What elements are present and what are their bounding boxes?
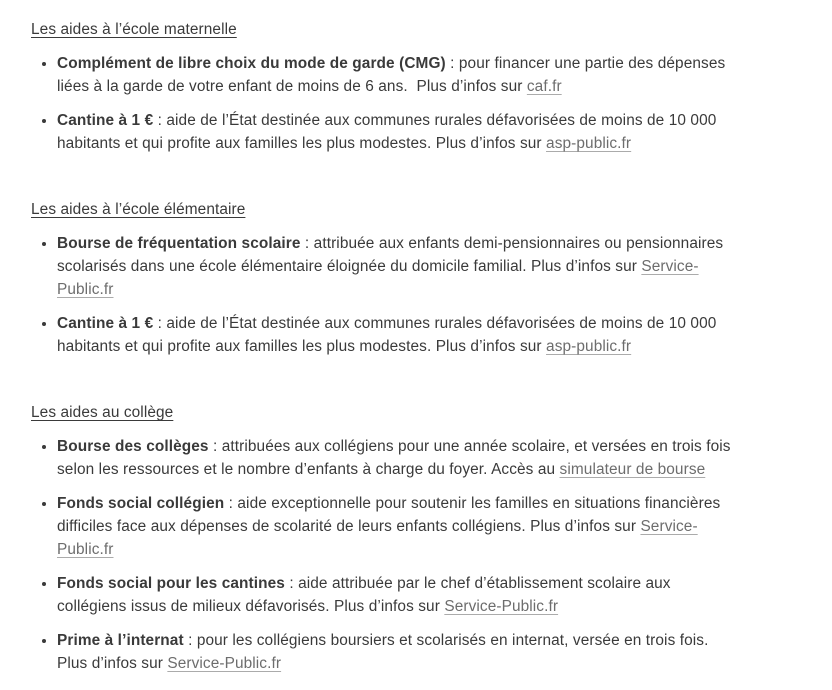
aid-description: : aide de l’État destinée aux communes rurales défavorisées de moins de 10 000 habitants et qui profite aux familles les plus modestes. Plus d’infos sur xyxy=(57,315,717,355)
aid-term: Fonds social pour les cantines xyxy=(57,575,285,592)
aid-term: Fonds social collégien xyxy=(57,495,225,512)
aid-item-cantine-1-euro xyxy=(57,109,732,155)
aid-list-college xyxy=(31,435,732,675)
aid-item-fonds-social-collegien xyxy=(57,492,732,561)
link-simulateur-de-bourse[interactable]: simulateur de bourse xyxy=(559,461,706,478)
aid-item-bourse-frequentation xyxy=(57,232,732,301)
aid-description: : attribuée aux enfants demi-pensionnaires ou pensionnaires scolarisés dans une école élémentaire éloignée du domicile familial. Plus d’infos sur xyxy=(57,235,724,275)
section-ecole-elementaire xyxy=(31,198,832,358)
aid-list-elementaire xyxy=(31,232,732,358)
aid-term: Cantine à 1 € xyxy=(57,112,154,129)
aid-item-prime-internat xyxy=(57,629,732,675)
aid-description: : aide attribuée par le chef d’établissement scolaire aux collégiens issus de milieux défavorisés. Plus d’infos sur xyxy=(57,575,671,615)
section-heading-college: Les aides au collège xyxy=(31,404,174,421)
aid-description: : aide exceptionnelle pour soutenir les familles en situations financières difficiles face aux dépenses de scolarité de leurs enfants collégiens. Plus d’infos sur xyxy=(57,495,721,535)
link-asp-public-fr[interactable]: asp-public.fr xyxy=(546,338,632,355)
aid-term: Bourse de fréquentation scolaire xyxy=(57,235,301,252)
aid-description: : aide de l’État destinée aux communes rurales défavorisées de moins de 10 000 habitants et qui profite aux familles les plus modestes. Plus d’infos sur xyxy=(57,112,717,152)
section-college xyxy=(31,401,832,675)
link-caf-fr[interactable]: caf.fr xyxy=(526,78,562,95)
link-service-public-fr[interactable]: Service-Public.fr xyxy=(444,598,559,615)
aid-term: Prime à l’internat xyxy=(57,632,184,649)
link-service-public-fr[interactable]: Service-Public.fr xyxy=(57,518,698,558)
link-asp-public-fr[interactable]: asp-public.fr xyxy=(546,135,632,152)
aid-term: Cantine à 1 € xyxy=(57,315,154,332)
aid-item-bourse-colleges xyxy=(57,435,732,481)
aid-description: : attribuées aux collégiens pour une année scolaire, et versées en trois fois selon les ressources et le nombre d’enfants à charge du foyer. Accès au xyxy=(57,438,731,478)
section-ecole-maternelle xyxy=(31,18,832,155)
section-heading-elementaire: Les aides à l’école élémentaire xyxy=(31,201,246,218)
aid-item-cmg xyxy=(57,52,732,98)
aid-item-cantine-1-euro xyxy=(57,312,732,358)
aid-list-maternelle xyxy=(31,52,732,155)
link-service-public-fr[interactable]: Service-Public.fr xyxy=(57,258,699,298)
aid-description: : pour financer une partie des dépenses liées à la garde de votre enfant de moins de 6 ans. Plus d’infos sur xyxy=(57,55,726,95)
link-service-public-fr[interactable]: Service-Public.fr xyxy=(167,655,282,672)
section-heading-maternelle: Les aides à l’école maternelle xyxy=(31,21,237,38)
aid-item-fonds-social-cantines xyxy=(57,572,732,618)
aid-description: : pour les collégiens boursiers et scolarisés en internat, versée en trois fois. Plus d’infos sur xyxy=(57,632,709,672)
aid-term: Complément de libre choix du mode de garde (CMG) xyxy=(57,55,446,72)
aid-term: Bourse des collèges xyxy=(57,438,209,455)
